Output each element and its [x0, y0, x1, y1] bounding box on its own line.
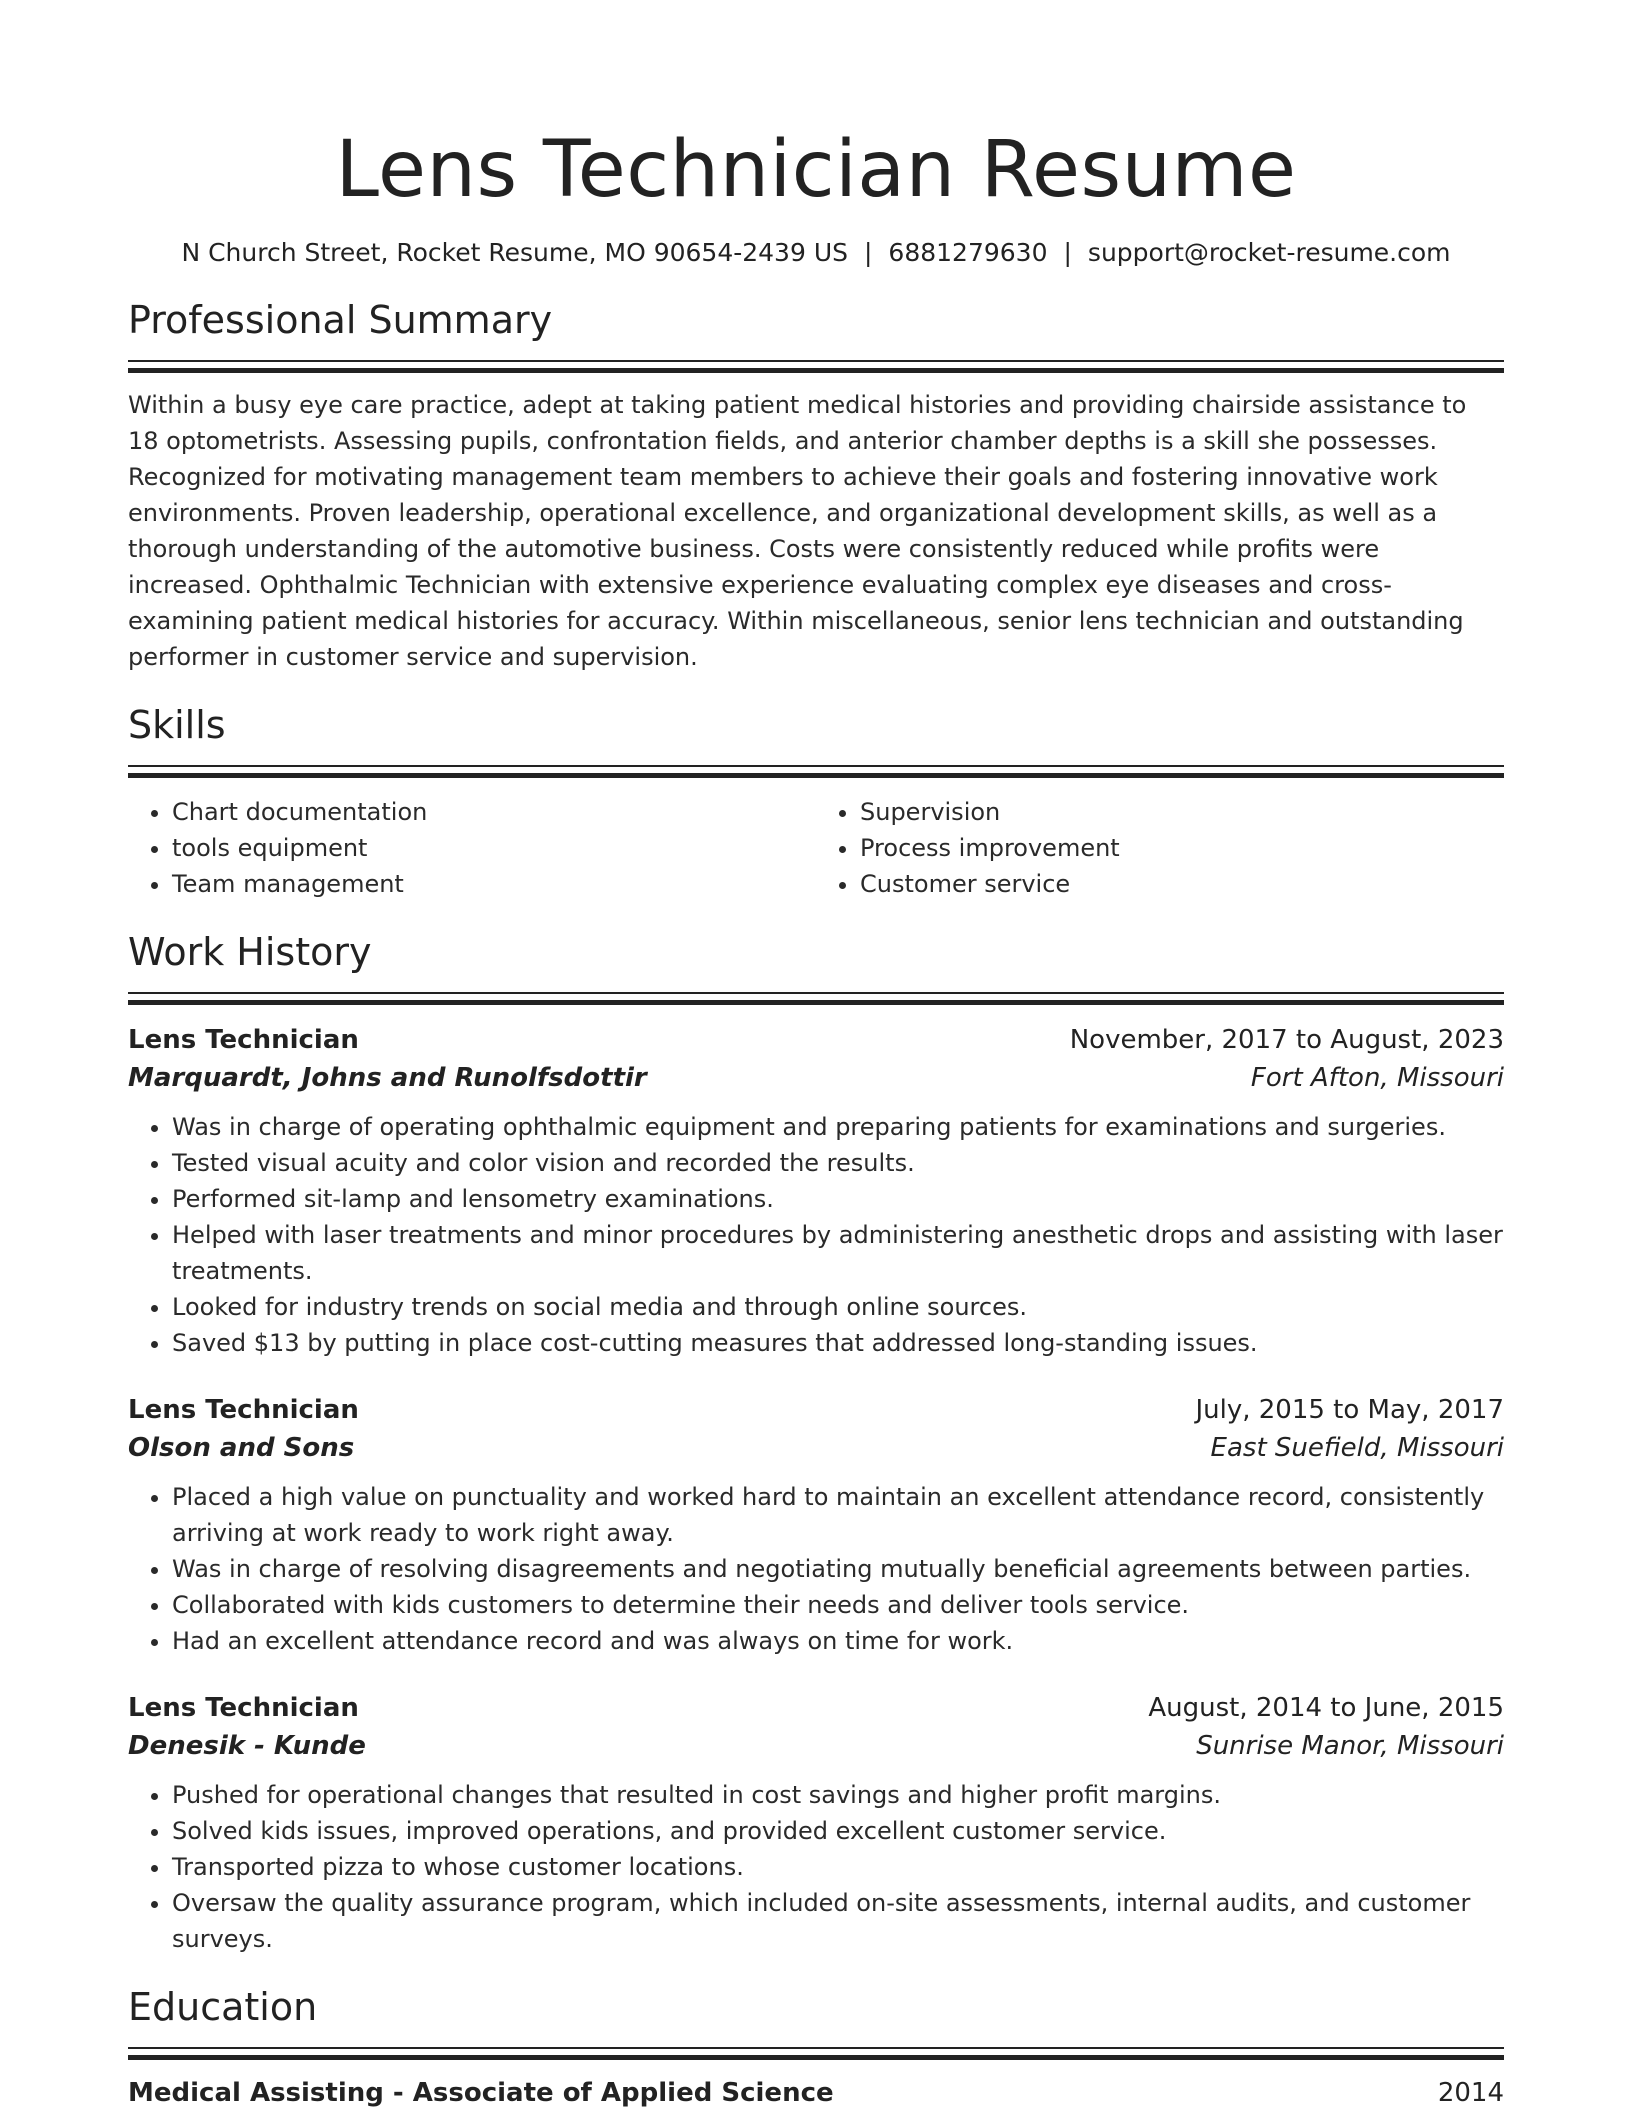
contact-line	[128, 236, 1504, 270]
job-entry	[128, 1021, 1504, 1361]
job-bullets	[128, 1479, 1504, 1659]
education-entry	[128, 2074, 1504, 2112]
job-subheader	[128, 1059, 1504, 1097]
job-header	[128, 1021, 1504, 1059]
skill-item: • Chart documentation	[172, 794, 816, 830]
job-bullet: • Solved kids issues, improved operations, and provided excellent customer service.	[172, 1813, 1504, 1849]
job-bullet: • Collaborated with kids customers to determine their needs and deliver tools service.	[172, 1587, 1504, 1623]
work-heading: Work History	[128, 930, 372, 974]
job-subheader	[128, 1727, 1504, 1765]
job-location: East Suefield, Missouri	[1210, 1433, 1504, 1463]
contact-address: N Church Street, Rocket Resume, MO 90654-2439 US	[181, 238, 848, 267]
education-heading: Education	[128, 1985, 318, 2029]
job-bullet: • Oversaw the quality assurance program, which included on-site assessments, internal audits, and customer surveys.	[172, 1885, 1504, 1957]
job-dates: July, 2015 to May, 2017	[1195, 1395, 1504, 1425]
job-company: Olson and Sons	[128, 1433, 355, 1463]
skills-grid	[128, 794, 1504, 902]
job-entry	[128, 1689, 1504, 1957]
education-year: 2014	[1437, 2078, 1504, 2108]
job-company: Marquardt, Johns and Runolfsdottir	[128, 1063, 647, 1093]
summary-section	[128, 296, 1504, 675]
job-bullet: • Transported pizza to whose customer locations.	[172, 1849, 1504, 1885]
job-bullets	[128, 1109, 1504, 1361]
section-divider	[128, 992, 1504, 1005]
job-subheader	[128, 1429, 1504, 1467]
job-title: Lens Technician	[128, 1025, 359, 1055]
job-bullet: • Was in charge of operating ophthalmic equipment and preparing patients for examinations and surgeries.	[172, 1109, 1504, 1145]
job-title: Lens Technician	[128, 1693, 359, 1723]
job-dates: August, 2014 to June, 2015	[1148, 1693, 1504, 1723]
job-dates: November, 2017 to August, 2023	[1069, 1025, 1504, 1055]
job-bullet: • Was in charge of resolving disagreements and negotiating mutually beneficial agreements between parties.	[172, 1551, 1504, 1587]
job-bullet: • Had an excellent attendance record and was always on time for work.	[172, 1623, 1504, 1659]
skill-item: • tools equipment	[172, 830, 816, 866]
skills-list-right	[816, 794, 1504, 902]
job-bullet: • Performed sit-lamp and lensometry examinations.	[172, 1181, 1504, 1217]
job-bullets	[128, 1777, 1504, 1957]
skills-section	[128, 701, 1504, 902]
job-company: Denesik - Kunde	[128, 1731, 366, 1761]
job-entry	[128, 1391, 1504, 1659]
resume-title: Lens Technician Resume	[335, 125, 1297, 215]
work-section	[128, 928, 1504, 1957]
skill-item: • Team management	[172, 866, 816, 902]
section-divider	[128, 2047, 1504, 2060]
job-bullet: • Helped with laser treatments and minor procedures by administering anesthetic drops and assisting with laser treatments.	[172, 1217, 1504, 1289]
job-bullet: • Looked for industry trends on social media and through online sources.	[172, 1289, 1504, 1325]
job-bullet: • Placed a high value on punctuality and worked hard to maintain an excellent attendance record, consistently arriving at work ready to work right away.	[172, 1479, 1504, 1551]
skill-item: • Customer service	[860, 866, 1504, 902]
contact-phone: 6881279630	[888, 238, 1048, 267]
job-header	[128, 1391, 1504, 1429]
job-bullet: • Pushed for operational changes that resulted in cost savings and higher profit margins.	[172, 1777, 1504, 1813]
education-section	[128, 1983, 1504, 2112]
section-divider	[128, 765, 1504, 778]
summary-text: Within a busy eye care practice, adept at taking patient medical histories and providing chairside assistance to 18 optometrists. Assessing pupils, confrontation fields, and anterior chamber depths is a skill she possesses. Recognized for motivating management team members to achieve their goals and fostering innovative work environments. Proven leadership, operational excellence, and organizational development skills, as well as a thorough understanding of the automotive business. Costs were consistently reduced while profits were increased. Ophthalmic Technician with extensive experience evaluating complex eye diseases and cross-examining patient medical histories for accuracy. Within miscellaneous, senior lens technician and outstanding performer in customer service and supervision.	[128, 391, 1467, 671]
skill-item: • Process improvement	[860, 830, 1504, 866]
skill-item: • Supervision	[860, 794, 1504, 830]
summary-heading: Professional Summary	[128, 298, 553, 342]
section-divider	[128, 360, 1504, 373]
education-degree: Medical Assisting - Associate of Applied Science	[128, 2078, 834, 2108]
skills-heading: Skills	[128, 703, 226, 747]
job-bullet: • Saved $13 by putting in place cost-cutting measures that addressed long-standing issues.	[172, 1325, 1504, 1361]
job-location: Sunrise Manor, Missouri	[1196, 1731, 1504, 1761]
job-bullet: • Tested visual acuity and color vision and recorded the results.	[172, 1145, 1504, 1181]
job-header	[128, 1689, 1504, 1727]
contact-separator: |	[863, 238, 873, 267]
contact-separator: |	[1063, 238, 1072, 267]
contact-email: support@rocket-resume.com	[1087, 238, 1451, 267]
job-title: Lens Technician	[128, 1395, 359, 1425]
job-location: Fort Afton, Missouri	[1250, 1063, 1504, 1093]
skills-list-left	[128, 794, 816, 902]
